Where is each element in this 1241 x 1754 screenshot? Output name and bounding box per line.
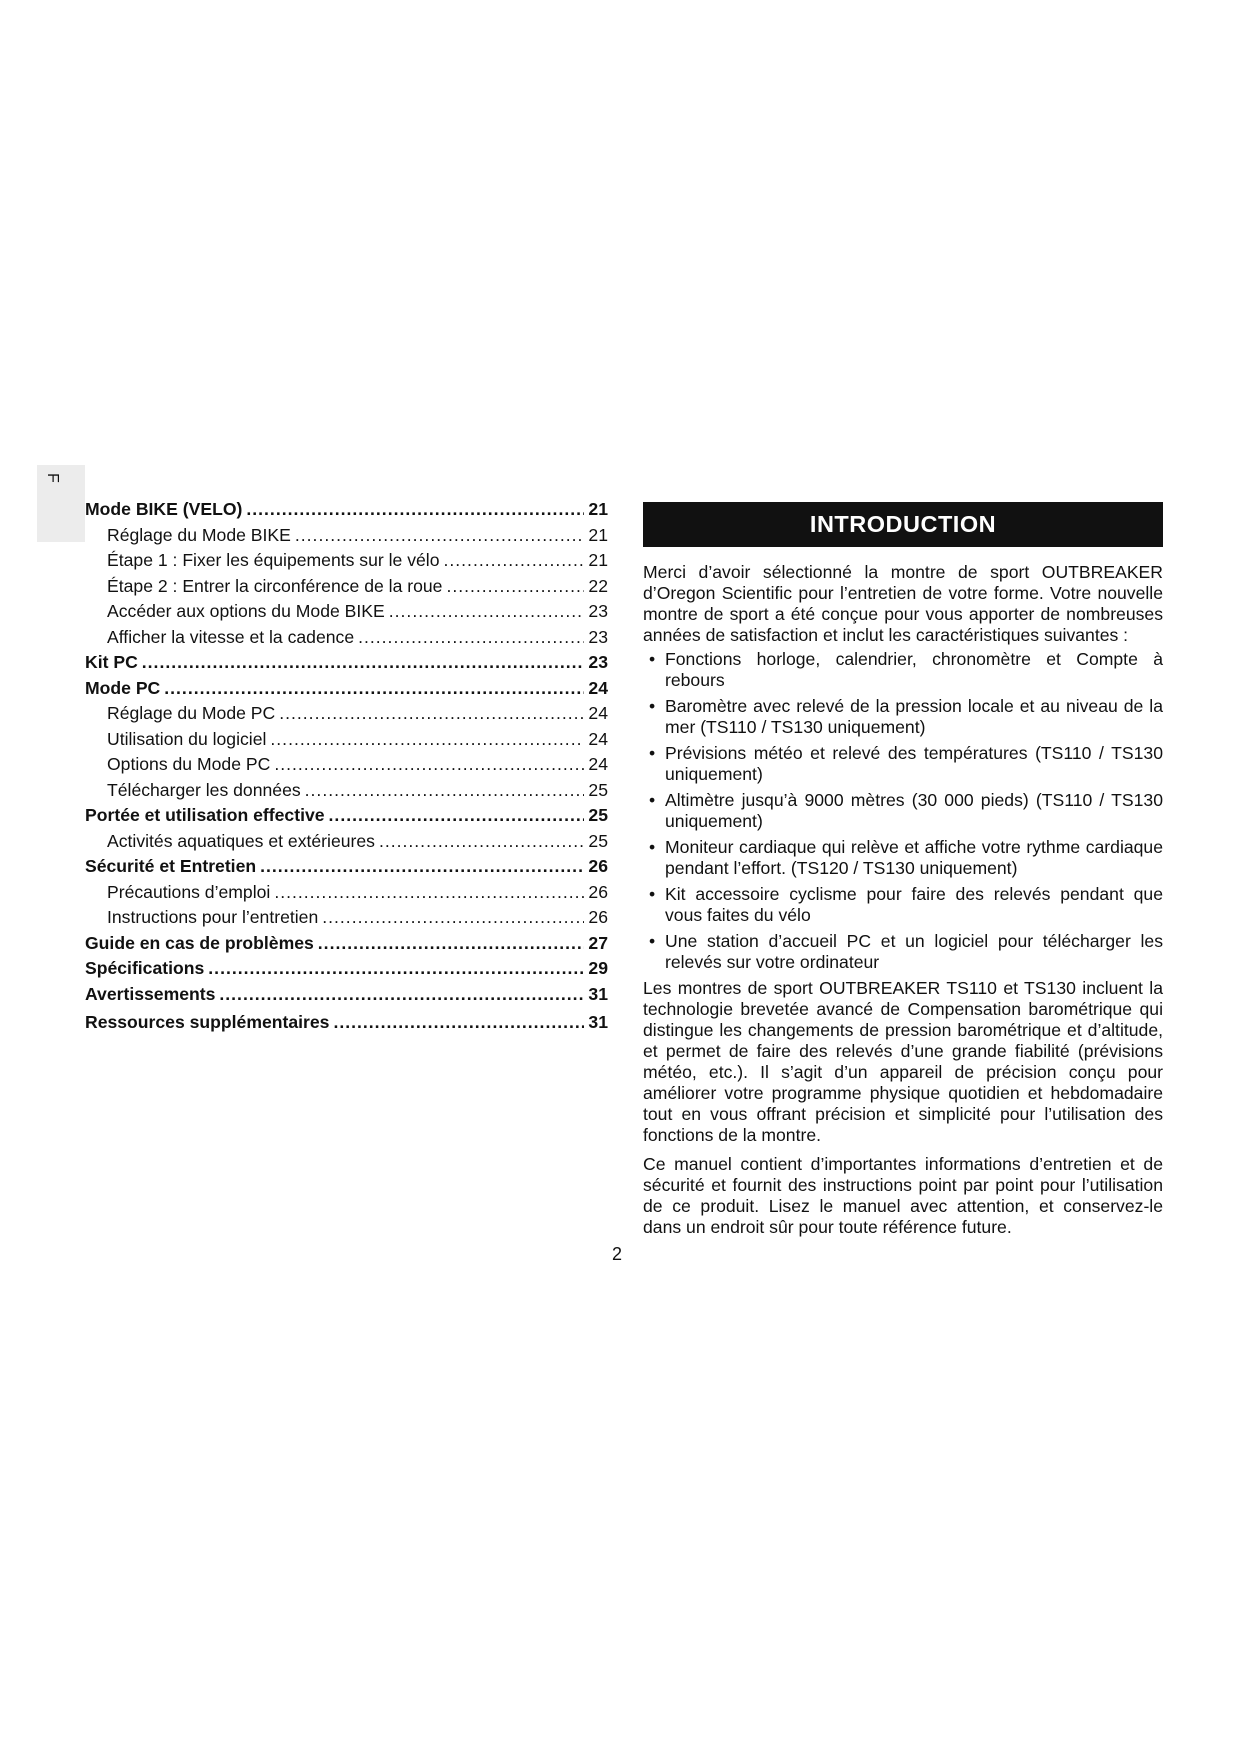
toc-entry-page: 21 <box>588 499 608 519</box>
toc-entry-page: 22 <box>588 575 608 596</box>
intro-paragraph: Ce manuel contient d’importantes informations d’entretien et de sécurité et fournit des instructions point par point pour l’utilisation de ce produit. Lisez le manuel avec attention, et conservez-le dans un endroit sûr pour toute référence future. <box>643 1154 1163 1237</box>
toc-leader-dots <box>305 778 585 804</box>
toc-entry <box>85 650 608 676</box>
toc-leader-dots <box>333 1010 584 1036</box>
toc-entry-page: 25 <box>588 805 608 825</box>
language-tab <box>37 465 85 542</box>
toc-entry <box>85 956 608 982</box>
toc-entry-label: Spécifications <box>85 958 205 978</box>
toc-entry-label: Options du Mode PC <box>107 754 271 774</box>
toc-entry <box>85 599 608 625</box>
toc-leader-dots <box>274 752 584 778</box>
toc-entry-label: Télécharger les données <box>107 779 301 800</box>
bullet-icon: • <box>649 931 656 951</box>
toc-entry-label: Précautions d’emploi <box>107 881 271 902</box>
feature-text: Moniteur cardiaque qui relève et affiche votre rythme cardiaque pendant l’effort. (TS120 / TS130 uniquement) <box>665 837 1163 878</box>
toc-entry-label: Avertissements <box>85 983 216 1004</box>
toc-entry <box>85 523 608 549</box>
toc-entry <box>85 778 608 804</box>
toc-entry <box>85 854 608 880</box>
toc-entry-page: 24 <box>588 754 608 774</box>
toc-entry-label: Guide en cas de problèmes <box>85 932 314 953</box>
toc-entry-label: Réglage du Mode BIKE <box>107 524 291 545</box>
feature-item <box>643 790 1163 832</box>
toc-entry-page: 24 <box>588 728 608 749</box>
toc-leader-dots <box>270 727 584 753</box>
feature-list <box>643 649 1163 973</box>
toc-leader-dots <box>274 880 584 906</box>
toc-entry-page: 29 <box>588 958 608 978</box>
toc-entry-label: Afficher la vitesse et la cadence <box>107 626 355 647</box>
toc-entry <box>85 625 608 651</box>
toc-entry <box>85 931 608 957</box>
toc-leader-dots <box>295 523 585 549</box>
bullet-icon: • <box>649 743 656 763</box>
toc-entry <box>85 727 608 753</box>
toc-entry-label: Sécurité et Entretien <box>85 856 257 876</box>
toc-leader-dots <box>389 599 585 625</box>
feature-item <box>643 931 1163 973</box>
feature-text: Prévisions météo et relevé des températures (TS110 / TS130 uniquement) <box>665 743 1163 784</box>
toc-leader-dots <box>164 676 584 702</box>
toc-entry-label: Instructions pour l’entretien <box>107 907 319 927</box>
toc-entry-page: 25 <box>588 830 608 851</box>
toc-entry-page: 31 <box>588 983 608 1004</box>
toc-entry-page: 24 <box>588 703 608 723</box>
toc-entry <box>85 676 608 702</box>
bullet-icon: • <box>649 837 656 857</box>
feature-item <box>643 649 1163 691</box>
table-of-contents <box>85 497 608 1036</box>
toc-entry <box>85 701 608 727</box>
toc-entry-page: 26 <box>588 856 608 876</box>
toc-leader-dots <box>219 982 584 1008</box>
toc-entry-page: 31 <box>588 1012 608 1032</box>
toc-entry <box>85 905 608 931</box>
toc-entry <box>85 982 608 1008</box>
feature-item <box>643 696 1163 738</box>
toc-leader-dots <box>142 650 585 676</box>
toc-entry-page: 23 <box>588 652 608 672</box>
toc-entry-label: Accéder aux options du Mode BIKE <box>107 601 385 621</box>
toc-entry <box>85 752 608 778</box>
toc-leader-dots <box>329 803 585 829</box>
intro-paragraph: Merci d’avoir sélectionné la montre de sport OUTBREAKER d’Oregon Scientific pour l’entretien de votre forme. Votre nouvelle montre de sport a été conçue pour vous apporter de nombreuses années de satisfaction et inclut les caractéristiques suivantes : <box>643 562 1163 645</box>
bullet-icon: • <box>649 649 656 669</box>
toc-entry <box>85 829 608 855</box>
toc-entry <box>85 803 608 829</box>
toc-entry-label: Réglage du Mode PC <box>107 703 276 723</box>
toc-leader-dots <box>379 829 584 855</box>
toc-entry-page: 21 <box>588 524 608 545</box>
page-number: 2 <box>612 1244 623 1264</box>
feature-item <box>643 884 1163 926</box>
toc-leader-dots <box>208 956 584 982</box>
toc-leader-dots <box>279 701 584 727</box>
toc-entry-page: 26 <box>588 907 608 927</box>
toc-leader-dots <box>444 548 585 574</box>
intro-paragraph: Les montres de sport OUTBREAKER TS110 et TS130 incluent la technologie brevetée avancé de Compensation barométrique qui distingue les changements de pression barométrique et d’altitude, et permet de faire des relevés d’une grande fiabilité (prévisions météo, etc.). Il s’agit d’un appareil de précision conçu pour améliorer votre programme physique quotidien et hebdomadaire tout en vous offrant précision et simplicité pour l’utilisation des fonctions de la montre. <box>643 978 1163 1145</box>
toc-entry-label: Utilisation du logiciel <box>107 728 267 749</box>
language-tab-label: F <box>44 473 61 483</box>
introduction-section <box>643 502 1163 1238</box>
toc-entry <box>85 1010 608 1036</box>
toc-leader-dots <box>446 574 584 600</box>
bullet-icon: • <box>649 884 656 904</box>
toc-entry-page: 21 <box>588 550 608 570</box>
feature-text: Fonctions horloge, calendrier, chronomètre et Compte à rebours <box>665 649 1163 690</box>
toc-entry-label: Kit PC <box>85 652 138 672</box>
toc-entry-page: 27 <box>588 932 608 953</box>
toc-entry-label: Mode BIKE (VELO) <box>85 499 243 519</box>
bullet-icon: • <box>649 696 656 716</box>
toc-entry-label: Étape 2 : Entrer la circonférence de la roue <box>107 575 443 596</box>
feature-text: Altimètre jusqu’à 9000 mètres (30 000 pieds) (TS110 / TS130 uniquement) <box>665 790 1163 831</box>
toc-entry-page: 23 <box>588 601 608 621</box>
toc-entry-page: 26 <box>588 881 608 902</box>
feature-item <box>643 837 1163 879</box>
toc-entry-page: 24 <box>588 677 608 698</box>
feature-text: Kit accessoire cyclisme pour faire des relevés pendant que vous faites du vélo <box>665 884 1163 925</box>
toc-entry-page: 23 <box>588 626 608 647</box>
toc-entry-page: 25 <box>588 779 608 800</box>
feature-text: Une station d’accueil PC et un logiciel pour télécharger les relevés sur votre ordinateur <box>665 931 1163 972</box>
toc-entry-label: Portée et utilisation effective <box>85 805 325 825</box>
toc-entry <box>85 574 608 600</box>
feature-item <box>643 743 1163 785</box>
toc-entry-label: Activités aquatiques et extérieures <box>107 830 375 851</box>
toc-entry <box>85 548 608 574</box>
feature-text: Baromètre avec relevé de la pression locale et au niveau de la mer (TS110 / TS130 uniquement) <box>665 696 1163 737</box>
toc-entry-label: Ressources supplémentaires <box>85 1012 330 1032</box>
toc-entry-label: Mode PC <box>85 677 161 698</box>
toc-entry <box>85 497 608 523</box>
toc-leader-dots <box>246 497 584 523</box>
toc-leader-dots <box>260 854 584 880</box>
toc-leader-dots <box>318 931 585 957</box>
toc-leader-dots <box>322 905 584 931</box>
toc-entry <box>85 880 608 906</box>
toc-entry-label: Étape 1 : Fixer les équipements sur le vélo <box>107 550 440 570</box>
toc-leader-dots <box>358 625 584 651</box>
bullet-icon: • <box>649 790 656 810</box>
introduction-heading: INTRODUCTION <box>643 502 1163 547</box>
